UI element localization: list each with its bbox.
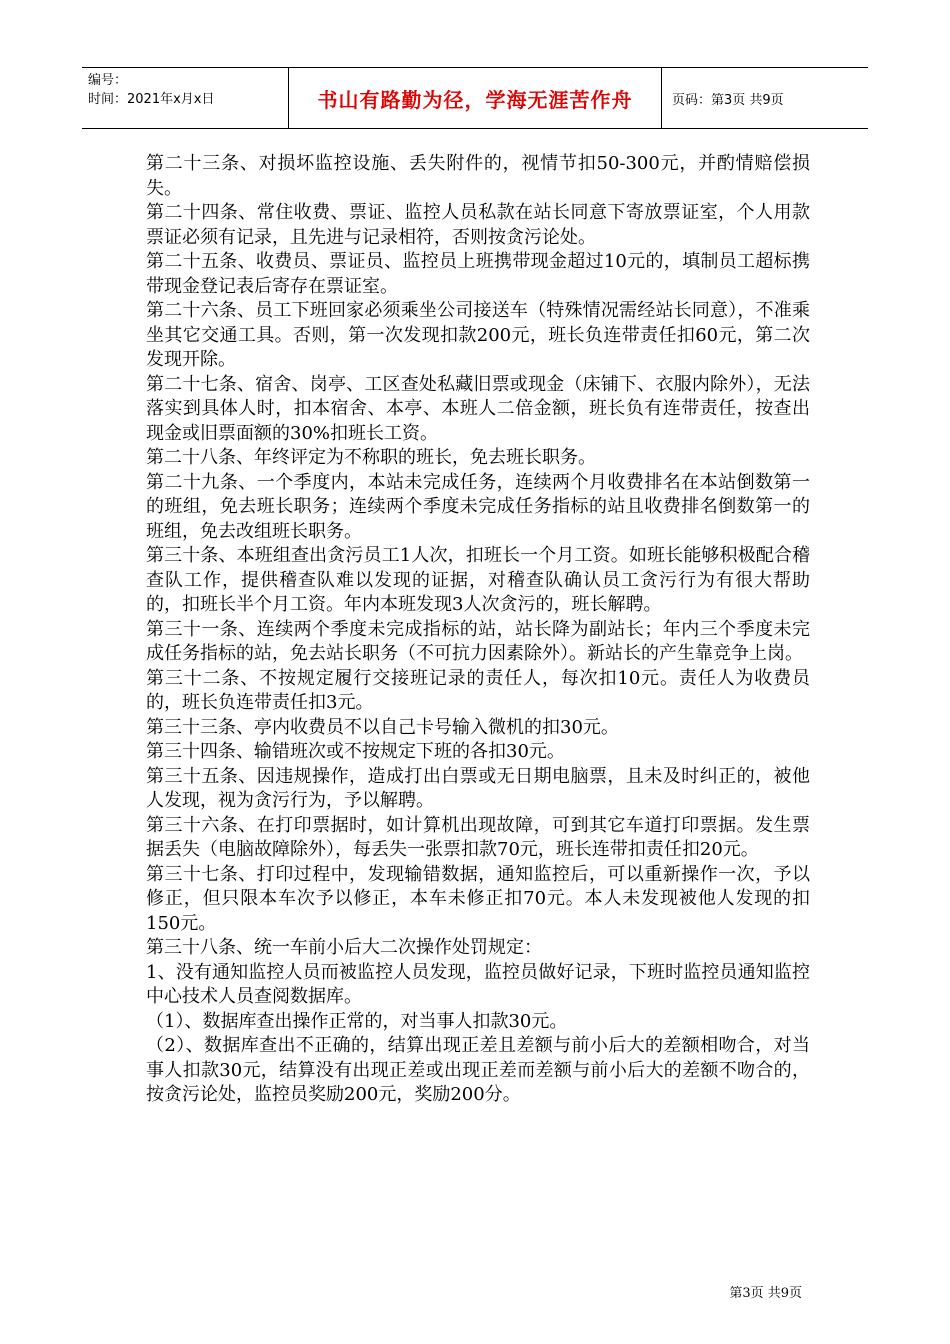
paragraph: 第三十四条、输错班次或不按规定下班的各扣30元。 bbox=[146, 741, 565, 762]
paragraph: 第二十九条、一个季度内，本站未完成任务，连续两个月收费排名在本站倒数第一的班组，免去班长职务；连续两个季度未完成任务指标的站且收费排名倒数第一的班组，免去改组班长职务。 bbox=[146, 471, 810, 542]
paragraph: 第三十七条、打印过程中，发现输错数据，通知监控后，可以重新操作一次，予以修正，但只限本车次予以修正，本车未修正扣70元。本人未发现被他人发现的扣150元。 bbox=[146, 863, 810, 934]
paragraph: 第三十八条、统一车前小后大二次操作处罚规定： bbox=[146, 937, 542, 958]
header-meta bbox=[82, 68, 289, 128]
paragraph: 第二十八条、年终评定为不称职的班长，免去班长职务。 bbox=[146, 447, 596, 468]
document-body bbox=[146, 152, 810, 1108]
paragraph: 第三十六条、在打印票据时，如计算机出现故障，可到其它车道打印票据。发生票据丢失（电脑故障除外），每丢失一张票扣款70元，班长连带扣责任扣20元。 bbox=[146, 814, 810, 860]
document-code-label: 编号： bbox=[88, 73, 128, 88]
header-motto: 书山有路勤为径，学海无涯苦作舟 bbox=[289, 68, 662, 128]
page-footer: 第3页 共9页 bbox=[729, 1286, 802, 1301]
header-page-info: 页码：第3页 共9页 bbox=[672, 92, 784, 108]
paragraph: 1、没有通知监控人员而被监控人员发现，监控员做好记录，下班时监控员通知监控中心技术人员查阅数据库。 bbox=[146, 961, 810, 1007]
paragraph: 第三十三条、亭内收费员不以自己卡号输入微机的扣30元。 bbox=[146, 716, 619, 738]
paragraph: 第二十三条、对损坏监控设施、丢失附件的，视情节扣50-300元，并酌情赔偿损失。 bbox=[146, 153, 810, 199]
paragraph: 第三十二条、不按规定履行交接班记录的责任人，每次扣10元。责任人为收费员的，班长负连带责任扣3元。 bbox=[146, 667, 810, 713]
paragraph: （1）、数据库查出操作正常的，对当事人扣款30元。 bbox=[146, 1010, 568, 1032]
paragraph: 第二十五条、收费员、票证员、监控员上班携带现金超过10元的，填制员工超标携带现金登记表后寄存在票证室。 bbox=[146, 251, 810, 297]
paragraph: 第三十条、本班组查出贪污员工1人次，扣班长一个月工资。如班长能够积极配合稽查队工作，提供稽查队难以发现的证据，对稽查队确认员工贪污行为有很大帮助的，扣班长半个月工资。年内本班发现3人次贪污的，班长解聘。 bbox=[146, 545, 810, 615]
paragraph: 第二十四条、常住收费、票证、监控人员私款在站长同意下寄放票证室，个人用款票证必须有记录，且先进与记录相符，否则按贪污论处。 bbox=[146, 202, 810, 248]
paragraph: 第二十六条、员工下班回家必须乘坐公司接送车（特殊情况需经站长同意），不准乘坐其它交通工具。否则，第一次发现扣款200元，班长负连带责任扣60元，第二次发现开除。 bbox=[146, 300, 810, 370]
paragraph: 第三十五条、因违规操作，造成打出白票或无日期电脑票，且未及时纠正的，被他人发现，视为贪污行为，予以解聘。 bbox=[146, 765, 810, 811]
document-date: 时间：2021年x月x日 bbox=[88, 92, 215, 107]
paragraph: 第三十一条、连续两个季度未完成指标的站，站长降为副站长；年内三个季度未完成任务指标的站，免去站长职务（不可抗力因素除外）。新站长的产生靠竞争上岗。 bbox=[146, 618, 810, 664]
paragraph: 第二十七条、宿舍、岗亭、工区查处私藏旧票或现金（床铺下、衣服内除外），无法落实到具体人时，扣本宿舍、本亭、本班人二倍金额，班长负有连带责任，按查出现金或旧票面额的30%扣班长工资。 bbox=[146, 373, 810, 444]
page-header bbox=[82, 67, 868, 129]
paragraph: （2）、数据库查出不正确的，结算出现正差且差额与前小后大的差额相吻合，对当事人扣款30元，结算没有出现正差或出现正差而差额与前小后大的差额不吻合的，按贪污论处，监控员奖励200元，奖励200分。 bbox=[146, 1035, 810, 1105]
